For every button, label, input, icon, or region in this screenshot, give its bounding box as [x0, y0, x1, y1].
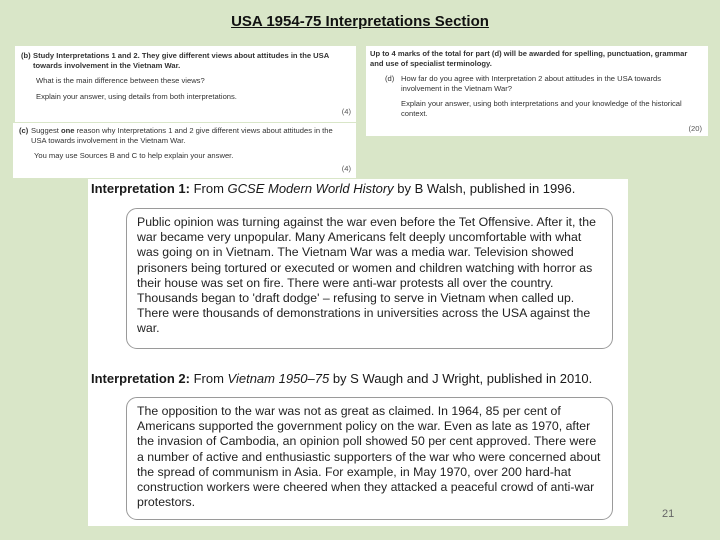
question-c-box: [13, 123, 356, 178]
question-d-box: [366, 46, 708, 136]
interpretation-2-source-title: Vietnam 1950–75: [227, 371, 330, 386]
interpretation-1-from: From: [189, 181, 228, 196]
interpretation-1-source-title: GCSE Modern World History: [227, 181, 394, 196]
question-b-line1: What is the main difference between these views?: [36, 76, 205, 86]
interpretation-1-source-rest: by B Walsh, published in 1996.: [393, 181, 576, 196]
question-c-line1: You may use Sources B and C to help explain your answer.: [34, 151, 234, 161]
interpretation-2-text: The opposition to the war was not as great as claimed. In 1964, 85 per cent of Americans supported the government policy on the war. Even as late as 1970, after the invasion of Cambodia, an opinion poll showed 50 per cent approved. There were a number of active and enthusiastic supporters of the war who were concerned about the spread of communism in Asia. For example, in May 1970, over 200 hard-hat construction workers were cheered when they attacked a peaceful crowd of anti-war protestors.: [126, 397, 613, 520]
question-b-marks: (4): [341, 107, 351, 116]
interpretation-1-label: Interpretation 1:: [91, 181, 190, 196]
question-b-label: (b): [21, 51, 31, 60]
question-b-box: [15, 46, 356, 122]
interpretation-1-heading: [91, 181, 575, 196]
slide-title: USA 1954-75 Interpretations Section: [231, 13, 489, 30]
question-b-line2: Explain your answer, using details from both interpretations.: [36, 91, 237, 101]
interpretation-2-from: From: [189, 371, 228, 386]
question-d-intro: Up to 4 marks of the total for part (d) will be awarded for spelling, punctuation, grammar and use of specialist terminology.: [370, 49, 688, 68]
interpretation-1-text: Public opinion was turning against the war even before the Tet Offensive. After it, the war became very unpopular. Many Americans felt deeply uncomfortable with what was going on in Vietnam. The Vietnam War was a media war. Television showed prisoners being tortured or executed or women and children watching with horror as their house was set on fire. There were anti-war protests all over the country. Thousands began to 'draft dodge' – refusing to serve in Vietnam when called up. There were thousands of demonstrations in universities across the USA against the war.: [126, 208, 613, 349]
question-c-prompt-emphasis: one: [60, 126, 75, 135]
interpretation-2-source-rest: by S Waugh and J Wright, published in 2010.: [329, 371, 593, 386]
question-c-prompt: [31, 126, 348, 145]
question-d-label: (d): [385, 74, 395, 84]
question-b-prompt: Study Interpretations 1 and 2. They give different views about attitudes in the USA towards involvement in the Vietnam War.: [33, 51, 329, 70]
page-number: 21: [662, 508, 675, 520]
interpretation-2-heading: [91, 371, 592, 386]
question-d-line1: Explain your answer, using both interpretations and your knowledge of the historical context.: [401, 99, 682, 118]
question-c-label: (c): [19, 126, 29, 135]
interpretations-panel: [88, 179, 628, 526]
question-c-prompt-post: reason why Interpretations 1 and 2 give different views about attitudes in the USA towards involvement in the Vietnam War.: [31, 126, 333, 145]
question-d-marks: (20): [688, 124, 702, 133]
question-c-marks: (4): [341, 164, 351, 173]
interpretation-2-label: Interpretation 2:: [91, 371, 190, 386]
question-c-prompt-pre: Suggest: [31, 126, 61, 135]
question-d-prompt: How far do you agree with Interpretation 2 about attitudes in the USA towards involvement in the Vietnam War?: [401, 74, 662, 93]
